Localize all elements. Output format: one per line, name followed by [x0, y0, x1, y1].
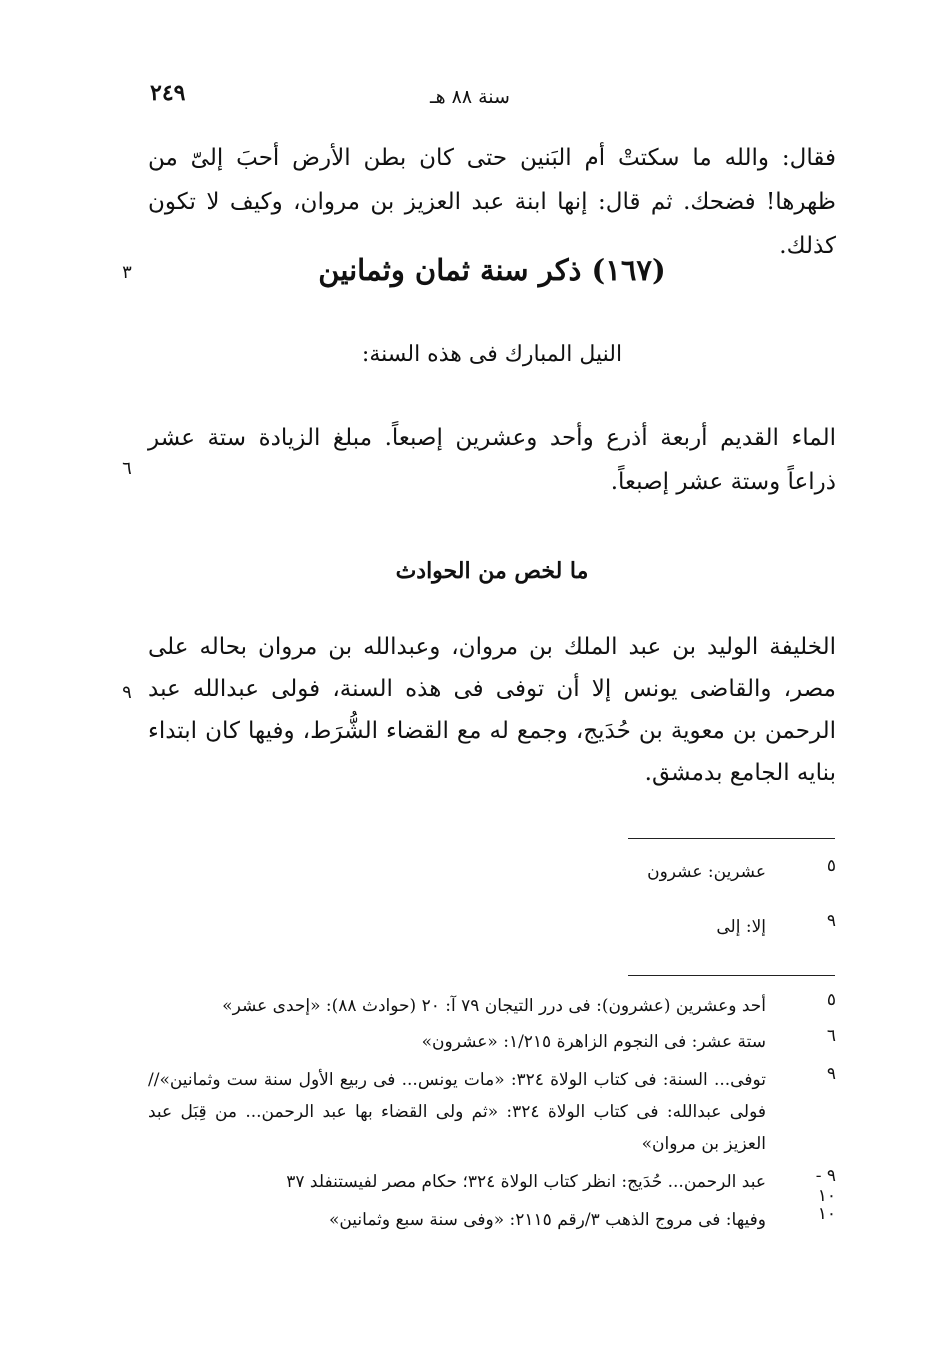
notes-divider	[628, 975, 835, 976]
footnote-text: توفى... السنة: فى كتاب الولاة ٣٢٤: «مات يونس... فى ربيع الأول سنة ست وثمانين»// فولى عبدالله: فى كتاب الولاة ٣٢٤: «ثم ولى القضاء بها عبد الرحمن... من قِبَل عبد العزيز بن مروان»	[148, 1070, 766, 1154]
footnote-text: عبد الرحمن... حُدَيج: انظر كتاب الولاة ٣٢٤؛ حكام مصر لفيستنفلد ٣٧	[286, 1172, 766, 1192]
margin-line-number: ٩	[122, 682, 132, 703]
margin-line-number: ٣	[122, 262, 132, 283]
footnote-line-number: ١٠	[817, 1204, 836, 1224]
footnote-line-number: ٩ - ١٠	[815, 1166, 836, 1206]
apparatus-line-number: ٩	[826, 911, 836, 931]
margin-line-number: ٦	[122, 458, 132, 479]
footnote-line-number: ٩	[826, 1064, 836, 1084]
footnote-text: وفيها: فى مروج الذهب ٣/رقم ٢١١٥: «وفى سنة سبع وثمانين»	[328, 1210, 766, 1230]
apparatus-line-number: ٥	[826, 856, 836, 876]
apparatus-divider	[628, 838, 835, 839]
nile-heading: النيل المبارك فى هذه السنة:	[361, 342, 623, 367]
section-heading: (١٦٧) ذكر سنة ثمان وثمانين	[318, 253, 666, 287]
events-paragraph: الخليفة الوليد بن عبد الملك بن مروان، وعبدالله بن مروان بحاله على مصر، والقاضى يونس إلا أن توفى فى هذه السنة، فولى عبدالله عبد الرحمن بن معوية بن حُدَيج، وجمع له مع القضاء الشُّرَط، وفيها كان ابتداء بنايه الجامع بدمشق.	[148, 634, 836, 786]
running-head: سنة ٨٨ هـ	[430, 86, 510, 108]
apparatus-text: عشرين: عشرون	[647, 862, 766, 882]
apparatus-text: إلا: إلى	[716, 917, 766, 937]
footnote-text: أحد وعشرين (عشرون): فى درر التيجان ٧٩ آ: ٢٠ (حوادث ٨٨): «إحدى عشر»	[222, 996, 766, 1016]
events-heading: ما لخص من الحوادث	[395, 558, 589, 584]
footnote-text: ستة عشر: فى النجوم الزاهرة ١/٢١٥: «عشرون»	[421, 1032, 766, 1052]
page-number: ٢٤٩	[150, 80, 186, 106]
nile-paragraph: الماء القديم أربعة أذرع وأحد وعشرين إصبعاً. مبلغ الزيادة ستة عشر ذراعاً وستة عشر إصبعاً.	[148, 425, 836, 495]
footnote-line-number: ٥	[826, 990, 836, 1010]
footnote-line-number: ٦	[826, 1026, 836, 1046]
intro-paragraph: فقال: والله ما سكتتْ أم البَنين حتى كان بطن الأرض أحبَ إلىّ من ظهرها! فضحك. ثم قال: إنها ابنة عبد العزيز بن مروان، وكيف لا تكون كذلك.	[148, 145, 836, 259]
